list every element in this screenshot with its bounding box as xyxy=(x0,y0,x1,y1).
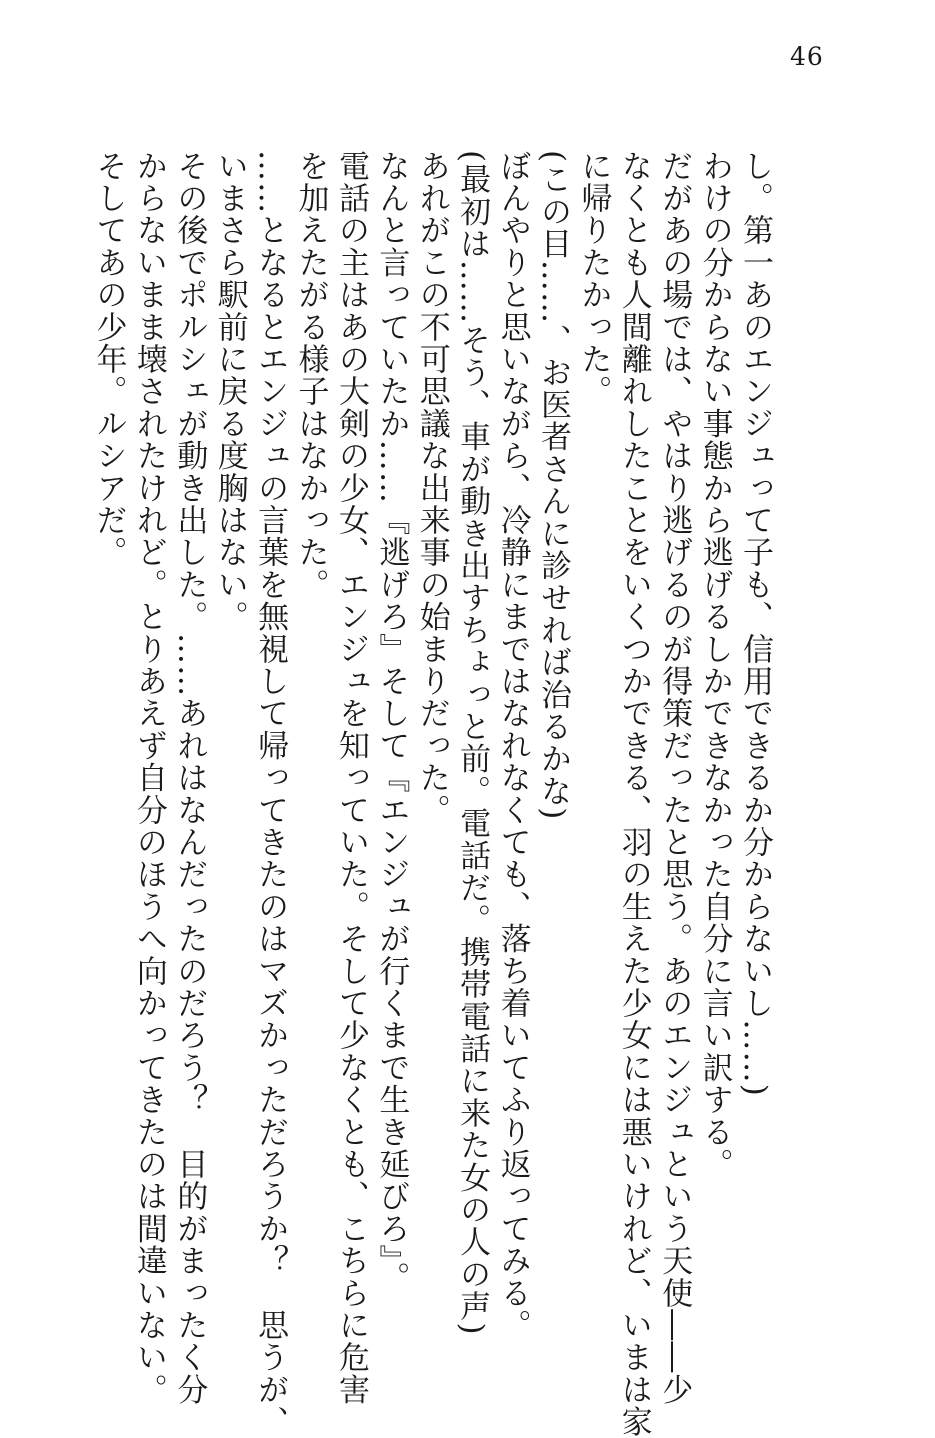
text-line: し。第一あのエンジュって子も、信用できるか分からないし……) xyxy=(737,150,773,1098)
text-line: 電話の主はあの大剣の少女、エンジュを知っていた。そして少なくとも、こちらに危害 xyxy=(332,150,369,1406)
text-line: あれがこの不可思議な出来事の始まりだった。 xyxy=(413,150,450,827)
page-number: 46 xyxy=(790,42,824,71)
text-line: ……となるとエンジュの言葉を無視して帰ってきたのはマズかっただろうか？ 思うが、 xyxy=(252,150,289,1438)
text-line: (この目……、お医者さんに診せれば治るかな) xyxy=(534,150,571,821)
text-line: なくとも人間離れしたことをいくつかできる、羽の生えた少女には悪いけれど、いまは家 xyxy=(615,150,652,1438)
text-line: いまさら駅前に戻る度胸はない。 xyxy=(211,150,248,633)
body-text xyxy=(88,150,775,1438)
text-line: (最初は……そう、車が動き出すちょっと前。電話だ。携帯電話に来た女の人の声) xyxy=(454,150,491,1336)
text-line: を加えたがる様子はなかった。 xyxy=(292,150,329,601)
text-line: なんと言っていたか……『逃げろ』そして『エンジュが行くまで生き延びろ』。 xyxy=(373,150,410,1294)
text-line: に帰りたかった。 xyxy=(575,150,612,408)
text-line: わけの分からない事態から逃げるしかできなかった自分に言い訳する。 xyxy=(696,150,733,1181)
text-line: ぼんやりと思いながら、冷静にまではなれなくても、落ち着いてふり返ってみる。 xyxy=(494,150,531,1342)
text-line: その後でポルシェが動き出した。……あれはなんだったのだろう？ 目的がまったく分 xyxy=(171,150,208,1406)
text-line: からないまま壊されたけれど。とりあえず自分のほうへ向かってきたのは間違いない。 xyxy=(130,150,167,1406)
text-line: そしてあの少年。ルシアだ。 xyxy=(90,150,127,569)
text-line: だがあの場では、やはり逃げるのが得策だったと思う。あのエンジュという天使――少 xyxy=(656,150,693,1406)
